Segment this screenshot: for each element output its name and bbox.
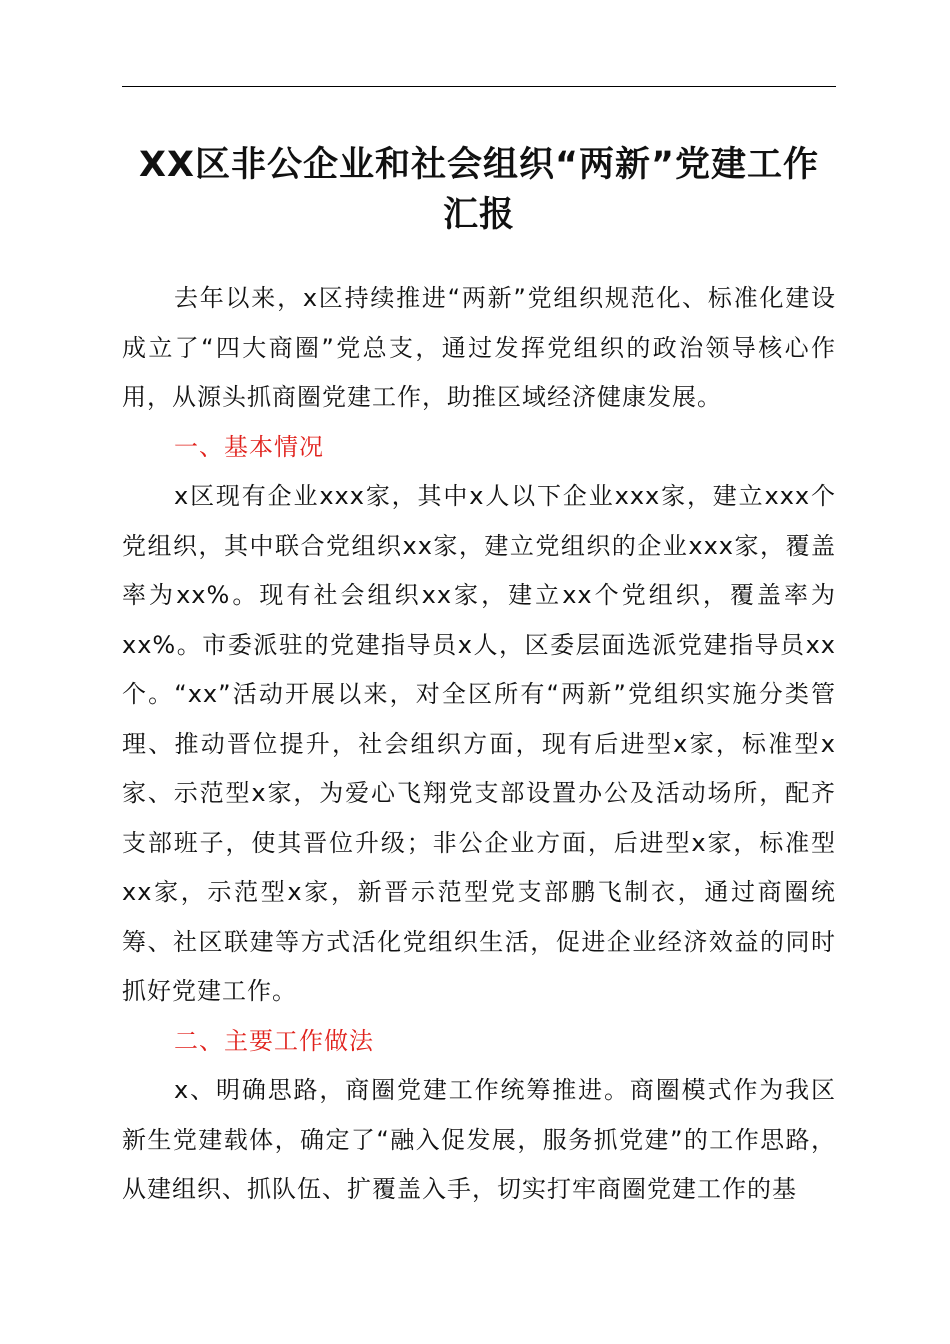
document-body [122,274,836,1215]
main-practices-paragraph: x、明确思路，商圈党建工作统筹推进。商圈模式作为我区新生党建载体，确定了“融入促发展，服务抓党建”的工作思路，从建组织、抓队伍、扩覆盖入手，切实打牢商圈党建工作的基 [122,1076,836,1203]
top-rule [122,86,836,87]
basic-situation-paragraph: x区现有企业xxx家，其中x人以下企业xxx家，建立xxx个党组织，其中联合党组织xx家，建立党组织的企业xxx家，覆盖率为xx%。现有社会组织xx家，建立xx个党组织，覆盖率为xx%。市委派驻的党建指导员x人，区委层面选派党建指导员xx个。“xx”活动开展以来，对全区所有“两新”党组织实施分类管理、推动晋位提升，社会组织方面，现有后进型x家，标准型x家、示范型x家，为爱心飞翔党支部设置办公及活动场所，配齐支部班子，使其晋位升级；非公企业方面，后进型x家，标准型xx家，示范型x家，新晋示范型党支部鹏飞制衣，通过商圈统筹、社区联建等方式活化党组织生活，促进企业经济效益的同时抓好党建工作。 [122,482,836,1005]
document-title: XX区非公企业和社会组织“两新”党建工作汇报 [139,145,819,235]
intro-paragraph: 去年以来，x区持续推进“两新”党组织规范化、标准化建设成立了“四大商圈”党总支，通过发挥党组织的政治领导核心作用，从源头抓商圈党建工作，助推区域经济健康发展。 [122,284,836,411]
section-heading-basic-situation: 一、基本情况 [174,432,324,461]
section-heading-main-practices: 二、主要工作做法 [174,1026,374,1055]
